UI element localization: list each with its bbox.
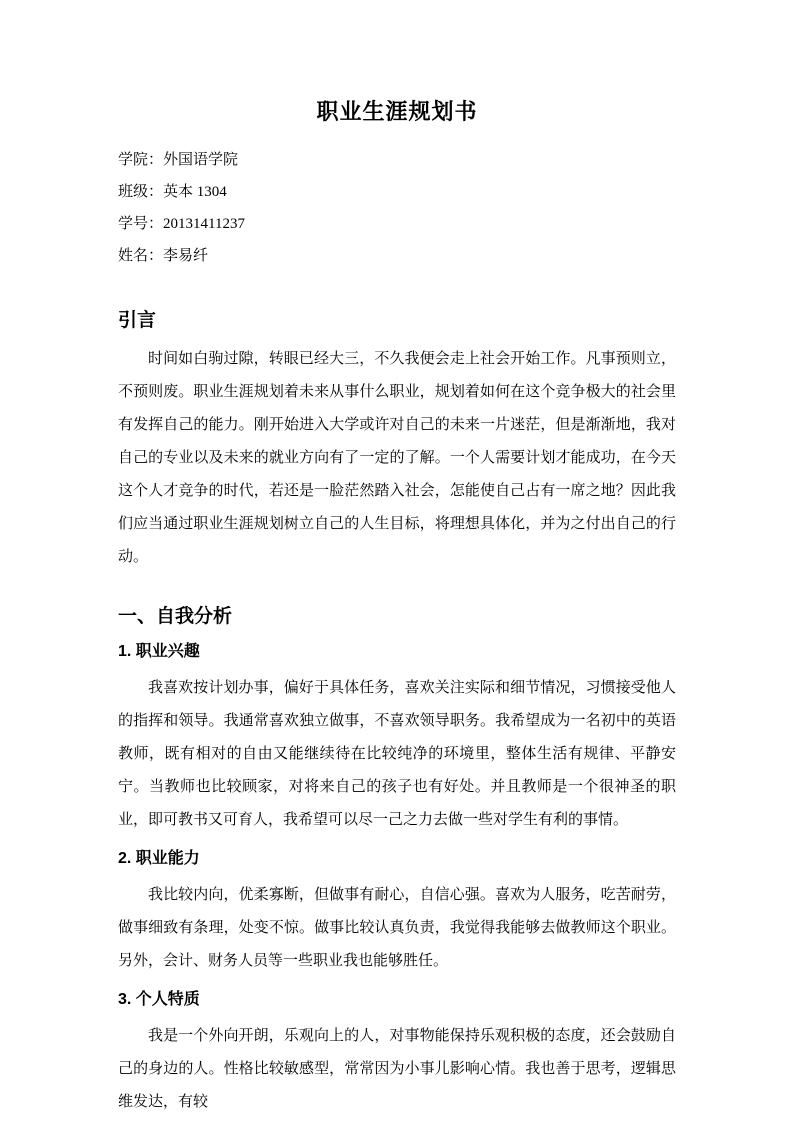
document-title: 职业生涯规划书 bbox=[316, 99, 478, 124]
meta-block bbox=[118, 144, 676, 272]
paragraph-personal-traits: 我是一个外向开朗，乐观向上的人，对事物能保持乐观积极的态度，还会鼓励自己的身边的人。性格比较敏感型，常常因为小事儿影响心情。我也善于思考，逻辑思维发达，有较 bbox=[118, 1028, 676, 1110]
meta-line-class bbox=[118, 176, 676, 208]
paragraph-introduction: 时间如白驹过隙，转眼已经大三，不久我便会走上社会开始工作。凡事预则立，不预则废。职业生涯规划着未来从事什么职业，规划着如何在这个竞争极大的社会里有发挥自己的能力。刚开始进入大学或许对自己的未来一片迷茫，但是渐渐地，我对自己的专业以及未来的就业方向有了一定的了解。一个人需要计划才能成功，在今天这个人才竞争的时代，若还是一脸茫然踏入社会，怎能使自己占有一席之地？因此我们应当通过职业生涯规划树立自己的人生目标，将理想具体化，并为之付出自己的行动。 bbox=[118, 351, 676, 565]
meta-label-name: 姓名： bbox=[118, 248, 164, 264]
meta-value-name: 李易纤 bbox=[163, 248, 209, 264]
meta-value-college: 外国语学院 bbox=[163, 152, 239, 168]
subsection-heading-career-interest: 1. 职业兴趣 bbox=[118, 643, 200, 660]
subsection-heading-personal-traits: 3. 个人特质 bbox=[118, 991, 200, 1008]
meta-line-student-id bbox=[118, 208, 676, 240]
meta-label-class: 班级： bbox=[118, 184, 164, 200]
section-heading-self-analysis: 一、自我分析 bbox=[118, 606, 233, 627]
paragraph-career-interest: 我喜欢按计划办事，偏好于具体任务，喜欢关注实际和细节情况，习惯接受他人的指挥和领导。我通常喜欢独立做事，不喜欢领导职务。我希望成为一名初中的英语教师，既有相对的自由又能继续待在比较纯净的环境里，整体生活有规律、平静安宁。当教师也比较顾家，对将来自己的孩子也有好处。并且教师是一个很神圣的职业，即可教书又可育人，我希望可以尽一己之力去做一些对学生有利的事情。 bbox=[118, 680, 676, 828]
meta-value-student-id: 20131411237 bbox=[163, 216, 245, 232]
meta-label-college: 学院： bbox=[118, 152, 164, 168]
paragraph-career-ability: 我比较内向，优柔寡断，但做事有耐心，自信心强。喜欢为人服务，吃苦耐劳，做事细致有条理，处变不惊。做事比较认真负责，我觉得我能够去做教师这个职业。另外，会计、财务人员等一些职业我也能够胜任。 bbox=[118, 887, 676, 969]
subsection-heading-career-ability: 2. 职业能力 bbox=[118, 850, 200, 867]
meta-value-class: 英本 1304 bbox=[163, 184, 227, 200]
meta-line-college bbox=[118, 144, 676, 176]
section-heading-introduction: 引言 bbox=[118, 310, 157, 331]
meta-line-name bbox=[118, 240, 676, 272]
meta-label-student-id: 学号： bbox=[118, 216, 164, 232]
